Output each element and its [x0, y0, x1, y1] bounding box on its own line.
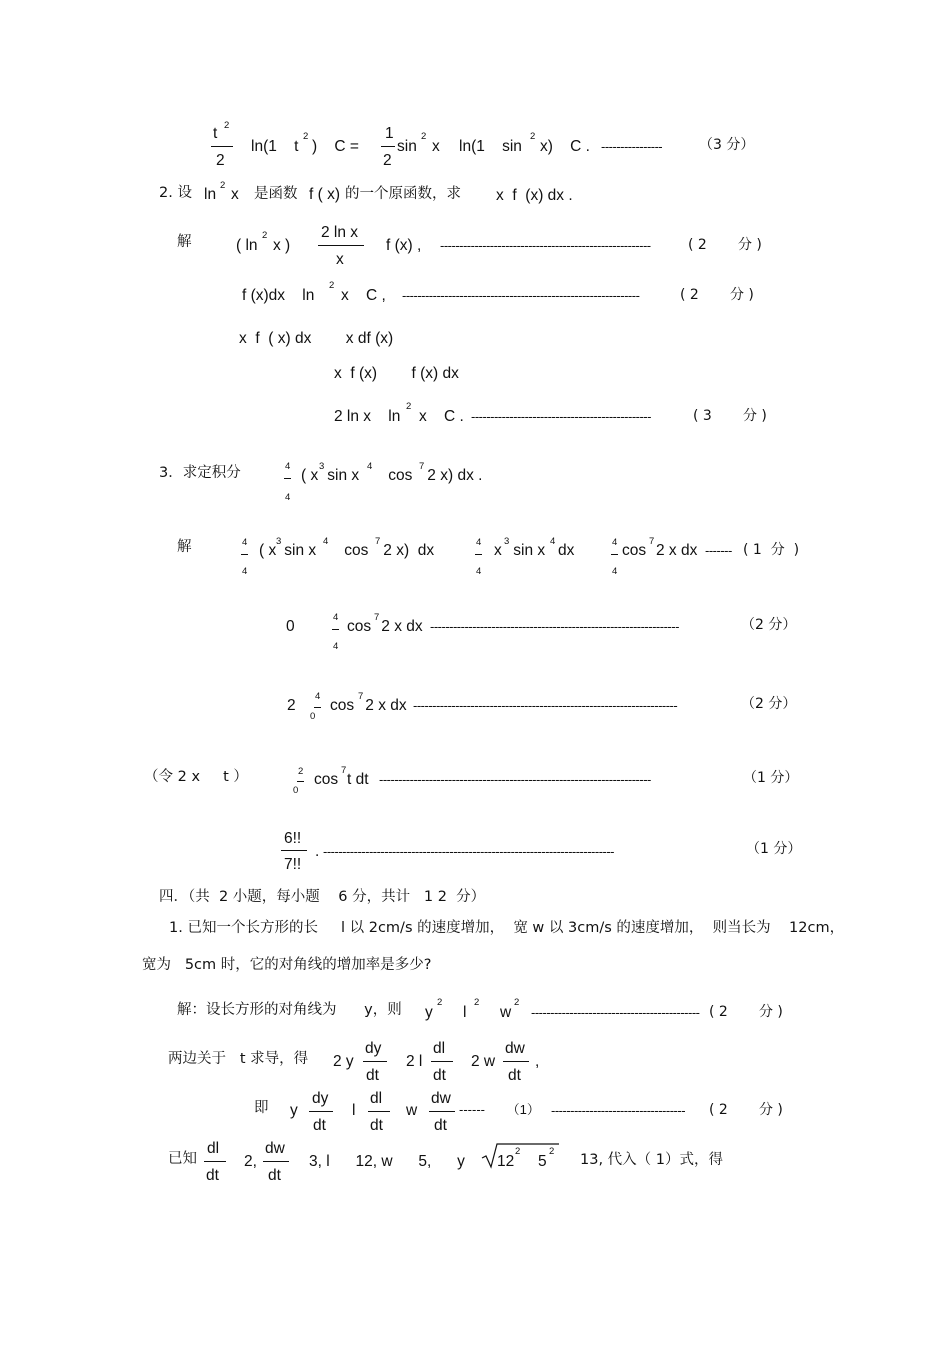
formula-text: x f (x) dx . — [496, 187, 573, 204]
formula-text: x C , — [341, 287, 386, 304]
formula-text: 0 — [286, 618, 295, 635]
formula-text: 2 w — [471, 1053, 496, 1070]
integral-upper-limit: 4 — [315, 691, 321, 702]
superscript: 2 — [549, 1146, 555, 1157]
formula-text: cos — [347, 618, 372, 635]
fraction-bar — [281, 850, 307, 851]
integral-lower-limit: 4 — [612, 566, 618, 577]
superscript: 3 — [276, 536, 282, 547]
frac-denominator: dt — [313, 1117, 326, 1134]
score-label: ( 3 分 ) — [693, 408, 767, 424]
fraction-bar — [429, 1111, 455, 1112]
score-label: ( 2 分 ) — [680, 287, 754, 303]
solution-label: 解 — [177, 539, 192, 555]
dash-leader: ----------------------------------------------- — [471, 410, 651, 423]
formula-text: 2 ln x ln — [334, 408, 401, 425]
formula-text: 2, — [244, 1153, 257, 1170]
formula-text: x ) — [273, 237, 291, 254]
formula-text: 2 y — [333, 1053, 354, 1070]
formula-text: sin x — [323, 467, 360, 484]
frac-denominator: dt — [370, 1117, 383, 1134]
frac-denominator: dt — [433, 1067, 446, 1084]
formula-text: 2 l — [406, 1053, 423, 1070]
formula-text: x C . — [419, 408, 464, 425]
dash-leader: -------------------------------------------- — [531, 1006, 700, 1019]
dash-leader: ----------------------------------- — [551, 1104, 686, 1117]
solution-text: 已知 — [168, 1151, 197, 1167]
formula-text: . — [315, 843, 320, 860]
frac-denominator: dt — [508, 1067, 521, 1084]
integral-upper-limit: 4 — [285, 461, 291, 472]
fraction-bar — [381, 146, 395, 147]
integral-upper-limit: 4 — [476, 537, 482, 548]
limit-bar — [611, 554, 618, 555]
frac-numerator: dl — [370, 1090, 383, 1107]
limit-bar — [297, 781, 304, 782]
solution-text: 两边关于 t 求导，得 — [168, 1051, 309, 1067]
problem-label: 3．求定积分 — [159, 465, 241, 481]
formula-text: w — [500, 1004, 512, 1021]
fraction-bar — [211, 146, 233, 147]
superscript: 2 — [421, 131, 427, 142]
formula-text: 2 x dx — [656, 542, 698, 559]
integral-lower-limit: 4 — [476, 566, 482, 577]
formula-text: x — [231, 186, 239, 203]
dash-leader: ------- — [705, 544, 732, 557]
formula-text: l — [463, 1004, 467, 1021]
fraction-bar — [309, 1111, 333, 1112]
solution-text: 即 — [254, 1100, 269, 1116]
formula-text: ln(1 t — [251, 138, 299, 155]
formula-text: x) C . — [540, 138, 590, 155]
integral-upper-limit: 4 — [333, 612, 339, 623]
formula-text: cos — [330, 697, 355, 714]
integral-lower-limit: 0 — [310, 711, 316, 722]
superscript: 7 — [341, 765, 347, 776]
frac-numerator: dw — [265, 1140, 285, 1157]
formula-text: cos — [622, 542, 647, 559]
score-label: ( 1 分 ) — [743, 542, 800, 558]
fraction-bar — [368, 1111, 390, 1112]
frac-denominator: dt — [366, 1067, 379, 1084]
frac-denominator: 7!! — [284, 856, 302, 873]
frac-numerator: dw — [505, 1040, 525, 1057]
integral-lower-limit: 0 — [293, 785, 299, 796]
superscript: 2 — [329, 280, 335, 291]
formula-text: cos — [327, 542, 369, 559]
limit-bar — [284, 478, 291, 479]
formula-text: 2 x) dx . — [423, 467, 483, 484]
frac-numerator: 2 ln x — [321, 224, 359, 241]
superscript: 4 — [550, 536, 556, 547]
formula-text: x — [432, 138, 440, 155]
superscript: 2 — [303, 131, 309, 142]
formula-text: 2 x) dx — [379, 542, 435, 559]
superscript: 3 — [319, 461, 325, 472]
formula-text: 3, l 12, w 5, y — [309, 1153, 465, 1170]
formula-text: ( ln — [236, 237, 258, 254]
limit-bar — [241, 554, 248, 555]
score-label: ( 2 分 ) — [709, 1004, 783, 1020]
formula-text: 5 — [538, 1153, 547, 1170]
superscript: 2 — [515, 1146, 521, 1157]
frac-denominator: dt — [206, 1167, 219, 1184]
frac-denominator: dt — [268, 1167, 281, 1184]
formula-text: y — [290, 1102, 298, 1119]
formula-text: , — [535, 1053, 540, 1070]
superscript: 2 — [437, 997, 443, 1008]
fraction-bar — [363, 1061, 387, 1062]
score-label: ( 2 分 ) — [688, 237, 762, 253]
formula-text: y — [425, 1004, 433, 1021]
formula-text: sin x — [509, 542, 546, 559]
score-label: （1 分） — [746, 841, 802, 857]
score-label: （1 分） — [743, 770, 799, 786]
formula-text: f (x) , — [386, 237, 422, 254]
superscript: 2 — [530, 131, 536, 142]
question-text: 1. 已知一个长方形的长 l 以 2cm/s 的速度增加， 宽 w 以 3cm/s 的速度增加， 则当长为 12cm， — [169, 920, 845, 936]
superscript: 2 — [474, 997, 480, 1008]
dash-leader: ------------------------------------------------------- — [440, 239, 651, 252]
frac-numerator: dy — [365, 1040, 382, 1057]
formula-text: f ( x) — [309, 186, 340, 203]
formula-text: 12 — [497, 1153, 515, 1170]
formula-text: 2 — [287, 697, 296, 714]
formula-text: ( x — [301, 467, 319, 484]
integral-upper-limit: 2 — [298, 766, 304, 777]
solution-label: 解 — [177, 234, 192, 250]
fraction-bar — [503, 1061, 529, 1062]
frac-denominator: x — [336, 251, 344, 268]
superscript: 2 — [220, 180, 226, 191]
solution-text: 13, 代入（ 1）式，得 — [580, 1152, 724, 1168]
formula-text: f (x)dx ln — [242, 287, 315, 304]
formula-text: ln(1 sin — [459, 138, 522, 155]
frac-numerator: dl — [207, 1140, 220, 1157]
limit-bar — [332, 629, 339, 630]
question-text: 宽为 5cm 时，它的对角线的增加率是多少? — [142, 957, 432, 973]
superscript: 2 — [262, 230, 268, 241]
formula-text: t dt — [347, 771, 369, 788]
formula-text: 2 x dx — [361, 697, 407, 714]
limit-bar — [475, 554, 482, 555]
solution-text: 解：设长方形的对角线为 y，则 — [177, 1002, 402, 1018]
problem-text: 是函数 — [254, 186, 298, 202]
superscript: 4 — [367, 461, 373, 472]
formula-text: ln — [204, 186, 217, 203]
superscript: 7 — [649, 536, 655, 547]
formula-text: ) C = — [312, 138, 359, 155]
fraction-bar — [263, 1161, 289, 1162]
dash-leader: ---------------------------------------------------------------------------- — [323, 845, 615, 858]
superscript: 2 — [514, 997, 520, 1008]
section-title: 四．（共 2 小题，每小题 6 分，共计 1 2 分） — [159, 889, 486, 905]
frac-numerator: dl — [433, 1040, 446, 1057]
fraction-bar — [318, 245, 364, 246]
integral-upper-limit: 4 — [242, 537, 248, 548]
superscript: 7 — [375, 536, 381, 547]
formula-text: 2 x dx — [377, 618, 423, 635]
integral-lower-limit: 4 — [242, 566, 248, 577]
frac-numerator: 6!! — [284, 830, 302, 847]
frac-denominator: 2 — [383, 152, 392, 169]
frac-numerator: dy — [312, 1090, 329, 1107]
formula-text: l — [352, 1102, 356, 1119]
integral-upper-limit: 4 — [612, 537, 618, 548]
formula-text: dx — [558, 542, 575, 559]
limit-bar — [314, 707, 321, 708]
integral-lower-limit: 4 — [333, 641, 339, 652]
formula-text: cos — [371, 467, 413, 484]
frac-denominator: 2 — [216, 152, 225, 169]
integral-lower-limit: 4 — [285, 492, 291, 503]
frac-denominator: dt — [434, 1117, 447, 1134]
superscript: 3 — [504, 536, 510, 547]
dash-leader: --------------------------------------------------------------------- — [413, 699, 678, 712]
dash-leader: -------------------------------------------------------------- — [402, 289, 640, 302]
fraction-bar — [431, 1061, 453, 1062]
score-label: （2 分） — [741, 617, 797, 633]
substitution-note: （令 2 x t ） — [144, 769, 248, 785]
frac-numerator: t — [213, 125, 218, 142]
formula-text: cos — [314, 771, 339, 788]
superscript: 7 — [419, 461, 425, 472]
score-label: ( 2 分 ) — [709, 1102, 783, 1118]
dash-leader: ----------------------------------------------------------------------- — [379, 773, 651, 786]
problem-label: 2. 设 — [159, 185, 192, 201]
score-label: （2 分） — [741, 696, 797, 712]
formula-text: w — [406, 1102, 418, 1119]
score-label: （3 分） — [699, 137, 755, 153]
dash-leader: ----------------------------------------------------------------- — [430, 620, 679, 633]
frac-numerator: dw — [431, 1090, 451, 1107]
superscript: 2 — [406, 401, 412, 412]
dash-leader: ---------------- — [601, 140, 663, 153]
formula-text: sin — [397, 138, 417, 155]
formula-text: ( x — [259, 542, 277, 559]
equation-tag: ------ （1） — [459, 1102, 540, 1117]
problem-text: 的一个原函数，求 — [345, 186, 461, 202]
formula-text: x f ( x) dx x df (x) — [239, 330, 394, 347]
fraction-bar — [204, 1161, 226, 1162]
superscript: 7 — [374, 612, 380, 623]
superscript: 4 — [323, 536, 329, 547]
superscript: 7 — [358, 691, 364, 702]
superscript: 2 — [224, 120, 230, 131]
formula-text: x — [494, 542, 502, 559]
formula-text: sin x — [280, 542, 317, 559]
formula-text: x f (x) f (x) dx — [334, 365, 459, 382]
frac-numerator: 1 — [385, 125, 394, 142]
